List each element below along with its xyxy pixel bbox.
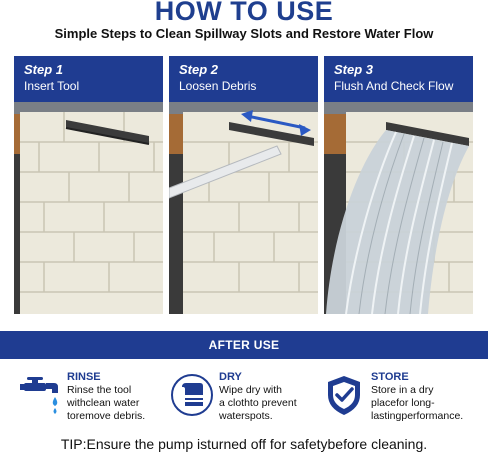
store-line-3: lastingperformance. [371,410,464,422]
safety-tip: TIP:Ensure the pump isturned off for safetybefore cleaning. [60,436,428,452]
care-item-rinse [18,367,168,427]
water-flow-illustration [324,102,473,314]
store-line-1: Store in a dry [371,384,434,396]
rinse-title: RINSE [67,371,101,383]
dry-line-3: waterspots. [219,410,273,422]
rinse-line-2: withclean water [67,397,140,409]
step-2-panel [169,56,318,314]
step-2-number: Step 2 [179,62,219,77]
rinse-line-3: toremove debris. [67,410,146,422]
step-1-panel [14,56,163,314]
dry-line-2: a clothto prevent [219,397,297,409]
faucet-icon [18,373,62,417]
towel-icon [170,373,214,417]
care-item-dry [170,367,320,427]
loosen-debris-illustration [169,102,318,314]
step-2-label: Loosen Debris [179,79,257,93]
step-1-header [14,56,163,102]
dry-line-1: Wipe dry with [219,384,283,396]
step-3-panel [324,56,473,314]
care-item-store [322,367,482,427]
step-3-label: Flush And Check Flow [334,79,454,93]
step-3-number: Step 3 [334,62,374,77]
step-2-header [169,56,318,102]
rinse-line-1: Rinse the tool [67,384,132,396]
store-title: STORE [371,371,409,383]
insert-tool-illustration [14,102,163,314]
shield-check-icon [322,373,366,417]
step-1-number: Step 1 [24,62,64,77]
store-line-2: placefor long- [371,397,435,409]
step-3-header [324,56,473,102]
page-subtitle: Simple Steps to Clean Spillway Slots and Restore Water Flow [54,26,434,41]
dry-title: DRY [219,371,242,383]
step-1-label: Insert Tool [24,79,80,93]
after-use-banner: AFTER USE [0,331,488,359]
page-title: HOW TO USE [154,0,334,26]
